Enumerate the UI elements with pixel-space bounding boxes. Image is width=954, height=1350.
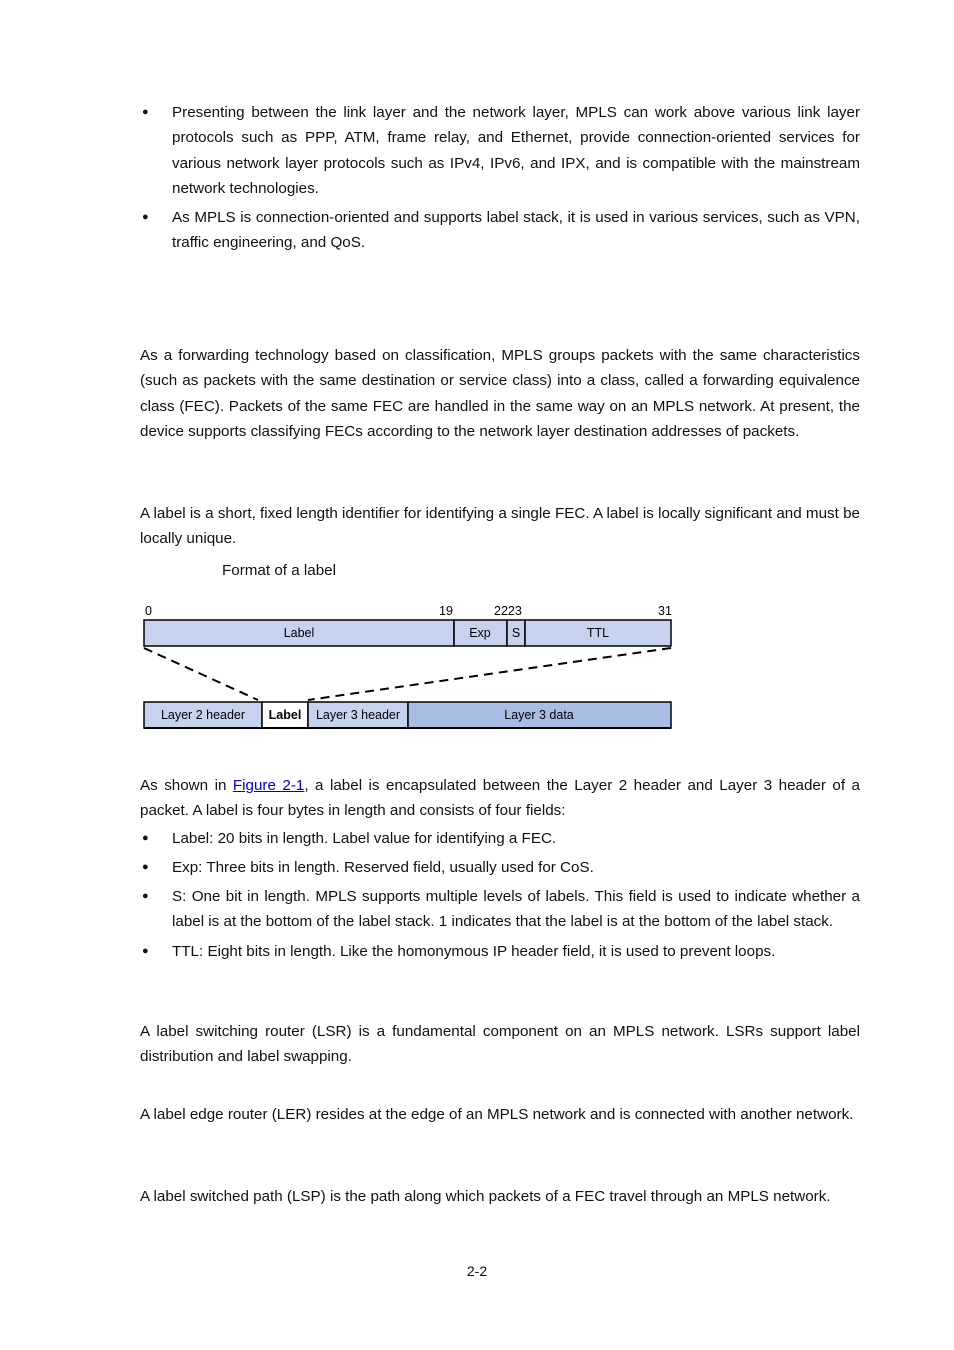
- shown-paragraph: [140, 773, 860, 824]
- bullet-dot: ●: [142, 106, 149, 118]
- packet-layer2-header-text: Layer 2 header: [160, 708, 246, 722]
- lsp-paragraph: A label switched path (LSP) is the path along which packets of a FEC travel through an MPLS network.: [140, 1188, 831, 1205]
- bit-position-2223: 2223: [494, 604, 522, 618]
- shown-paragraph-pre: As shown in: [140, 777, 233, 794]
- field-exp-text: Exp: [469, 626, 491, 640]
- packet-label-text: Label: [268, 708, 302, 722]
- bullet-dot: ●: [142, 890, 149, 903]
- field-bullet-text: Label: 20 bits in length. Label value for identifying a FEC.: [172, 829, 557, 847]
- label-format-figure: [138, 598, 678, 734]
- bit-position-19: 19: [439, 604, 453, 618]
- fec-paragraph: As a forwarding technology based on classification, MPLS groups packets with the same characteristics (such as packets with the same destination or service class) into a class, called a forwarding equivalence class (FEC). Packets of the same FEC are handled in the same way on an MPLS network. At present, the device supports classifying FECs according to the network layer destination addresses of packets.: [140, 347, 860, 440]
- bit-position-31: 31: [658, 604, 672, 618]
- expansion-line-right: [308, 648, 671, 700]
- page-number: 2-2: [466, 1263, 488, 1279]
- packet-layer3-data-text: Layer 3 data: [504, 708, 574, 722]
- figure-caption: Format of a label: [222, 562, 336, 579]
- field-bullet-list: [140, 826, 860, 964]
- intro-bullet-list: [140, 100, 860, 256]
- field-bullet-ttl: [140, 939, 860, 964]
- intro-bullet-text: As MPLS is connection-oriented and supports label stack, it is used in various services, such as VPN, traffic engineering, and QoS.: [172, 209, 860, 252]
- field-ttl-text: TTL: [586, 626, 610, 640]
- lsr-section: [140, 1019, 860, 1070]
- field-bullet-text: TTL: Eight bits in length. Like the homonymous IP header field, it is used to prevent loops.: [172, 942, 776, 960]
- field-bullet-label: [140, 826, 860, 851]
- label-paragraph: A label is a short, fixed length identifier for identifying a single FEC. A label is locally significant and must be locally unique.: [140, 505, 860, 548]
- field-bullet-text: S: One bit in length. MPLS supports multiple levels of labels. This field is used to indicate whether a label is at the bottom of the label stack. 1 indicates that the label is at the bottom of the label stack.: [172, 888, 860, 931]
- field-bullet-text: Exp: Three bits in length. Reserved field, usually used for CoS.: [172, 858, 594, 876]
- intro-bullet-1: [140, 100, 860, 201]
- bullet-dot: ●: [142, 944, 149, 957]
- bit-position-0: 0: [145, 604, 152, 618]
- field-bullet-s: [140, 884, 860, 935]
- intro-bullet-text: Presenting between the link layer and the network layer, MPLS can work above various link layer protocols such as PPP, ATM, frame relay, and Ethernet, provide connection-oriented services for various network layer protocols such as IPv4, IPv6, and IPX, and is compatible with the mainstream network technologies.: [172, 104, 860, 197]
- bullet-dot: ●: [142, 211, 149, 224]
- field-s-text: S: [511, 626, 521, 640]
- bullet-dot: ●: [142, 860, 149, 873]
- field-bullet-exp: [140, 855, 860, 880]
- packet-layer3-header-text: Layer 3 header: [315, 708, 401, 722]
- lsp-section: [140, 1184, 860, 1209]
- fields-section: [140, 773, 860, 964]
- expansion-line-left: [144, 648, 258, 700]
- label-section: [140, 501, 860, 552]
- ler-section: [140, 1102, 860, 1127]
- figure-2-1-link[interactable]: Figure 2-1: [232, 777, 305, 794]
- shown-paragraph-post: , a label is encapsulated between the Layer 2 header and Layer 3 header of a packet. A label is four bytes in length and consists of four fields:: [140, 777, 860, 820]
- field-label-text: Label: [283, 626, 315, 640]
- bullet-dot: ●: [142, 831, 149, 844]
- ler-paragraph: A label edge router (LER) resides at the edge of an MPLS network and is connected with another network.: [140, 1106, 854, 1123]
- fec-section: [140, 343, 860, 444]
- lsr-paragraph: A label switching router (LSR) is a fundamental component on an MPLS network. LSRs support label distribution and label swapping.: [140, 1023, 860, 1066]
- intro-bullet-2: [140, 205, 860, 256]
